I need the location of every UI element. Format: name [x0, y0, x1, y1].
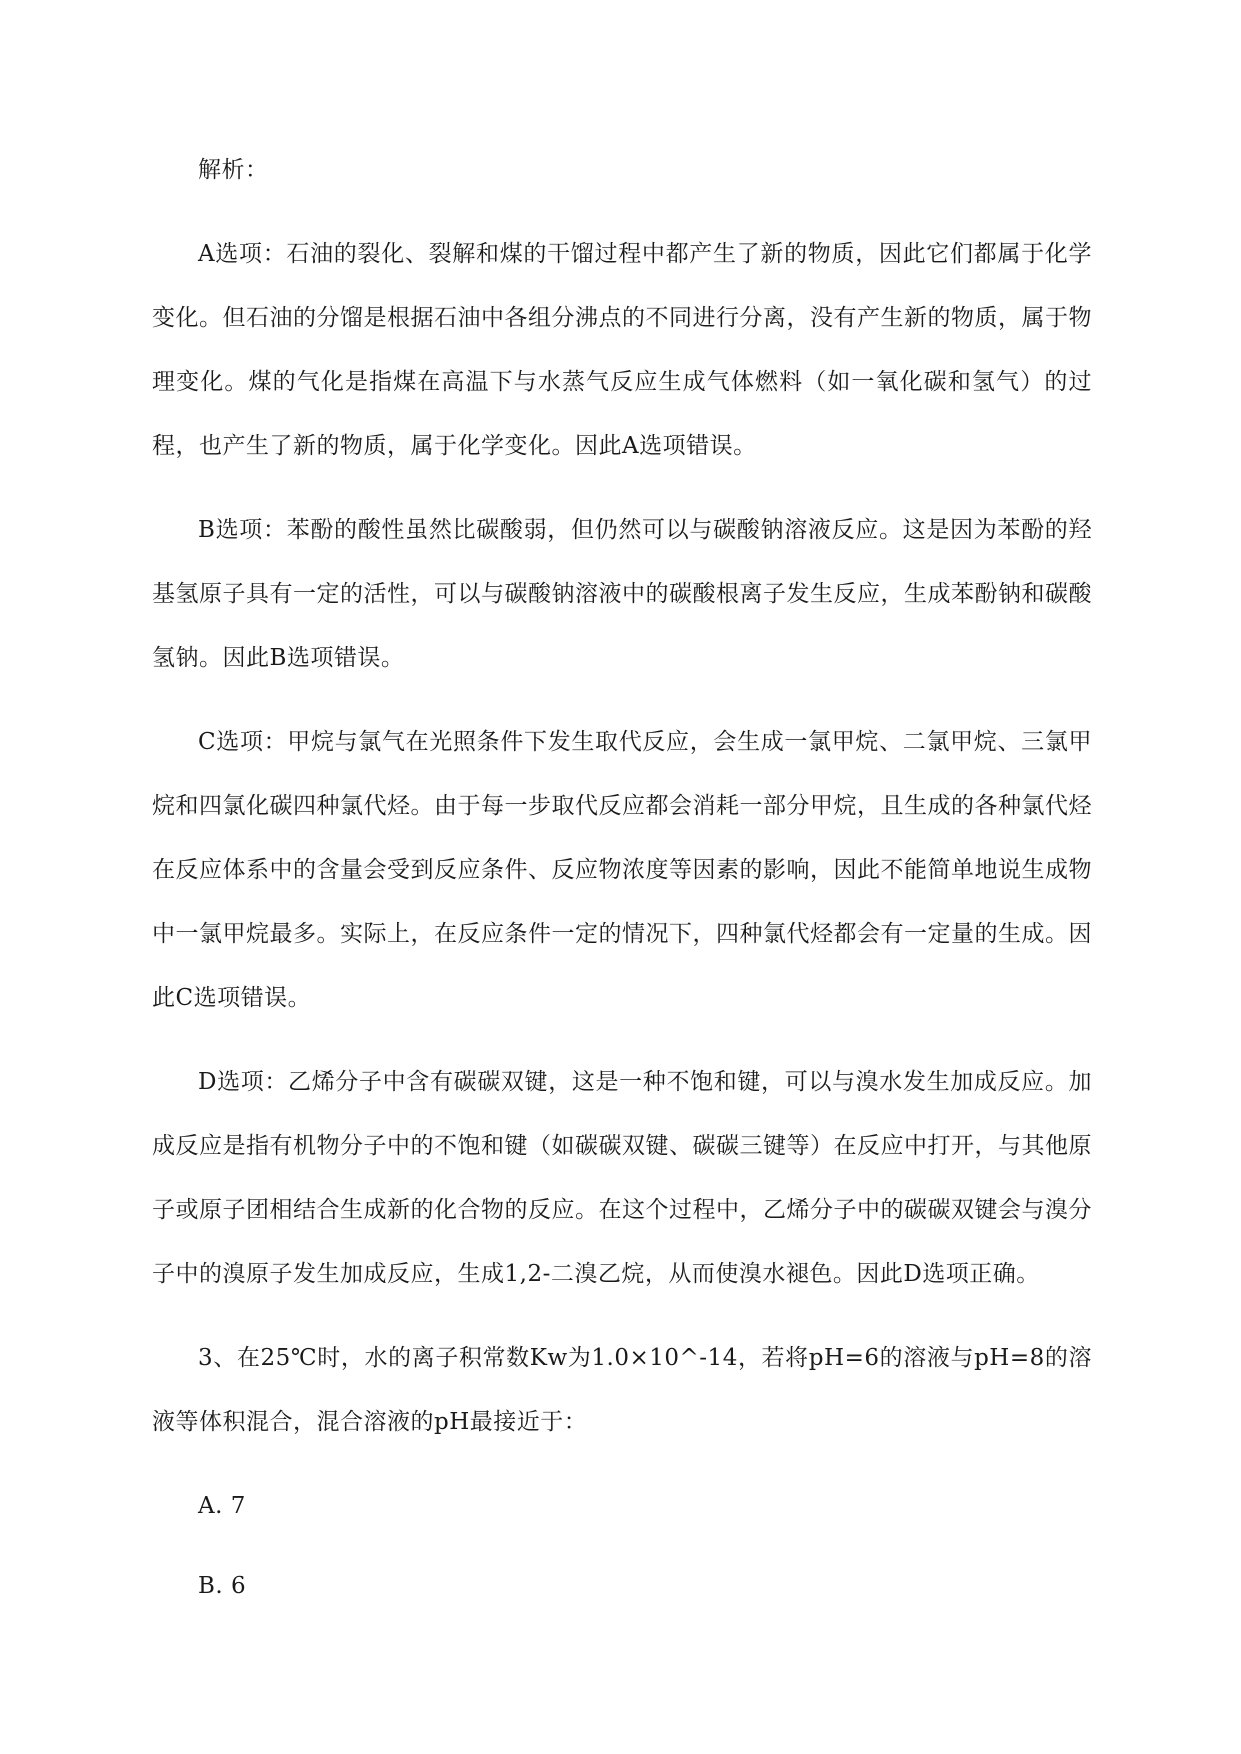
explanation-option-a: A选项：石油的裂化、裂解和煤的干馏过程中都产生了新的物质，因此它们都属于化学变化。但石油的分馏是根据石油中各组分沸点的不同进行分离，没有产生新的物质，属于物理变化。煤的气化是指煤在高温下与水蒸气反应生成气体燃料（如一氧化碳和氢气）的过程，也产生了新的物质，属于化学变化。因此A选项错误。 — [152, 241, 1092, 459]
explanation-option-c: C选项：甲烷与氯气在光照条件下发生取代反应，会生成一氯甲烷、二氯甲烷、三氯甲烷和四氯化碳四种氯代烃。由于每一步取代反应都会消耗一部分甲烷，且生成的各种氯代烃在反应体系中的含量会受到反应条件、反应物浓度等因素的影响，因此不能简单地说生成物中一氯甲烷最多。实际上，在反应条件一定的情况下，四种氯代烃都会有一定量的生成。因此C选项错误。 — [152, 729, 1092, 1011]
explanation-option-d: D选项：乙烯分子中含有碳碳双键，这是一种不饱和键，可以与溴水发生加成反应。加成反应是指有机物分子中的不饱和键（如碳碳双键、碳碳三键等）在反应中打开，与其他原子或原子团相结合生成新的化合物的反应。在这个过程中，乙烯分子中的碳碳双键会与溴分子中的溴原子发生加成反应，生成1,2-二溴乙烷，从而使溴水褪色。因此D选项正确。 — [152, 1069, 1092, 1287]
document-page — [152, 138, 1092, 1634]
answer-option-b: B. 6 — [198, 1573, 247, 1599]
question-3: 3、在25℃时，水的离子积常数Kw为1.0×10^-14，若将pH=6的溶液与pH=8的溶液等体积混合，混合溶液的pH最接近于： — [152, 1345, 1092, 1435]
explanation-option-b: B选项：苯酚的酸性虽然比碳酸弱，但仍然可以与碳酸钠溶液反应。这是因为苯酚的羟基氢原子具有一定的活性，可以与碳酸钠溶液中的碳酸根离子发生反应，生成苯酚钠和碳酸氢钠。因此B选项错误。 — [152, 517, 1092, 671]
answer-option-a: A. 7 — [198, 1493, 246, 1519]
analysis-heading: 解析： — [198, 157, 269, 183]
